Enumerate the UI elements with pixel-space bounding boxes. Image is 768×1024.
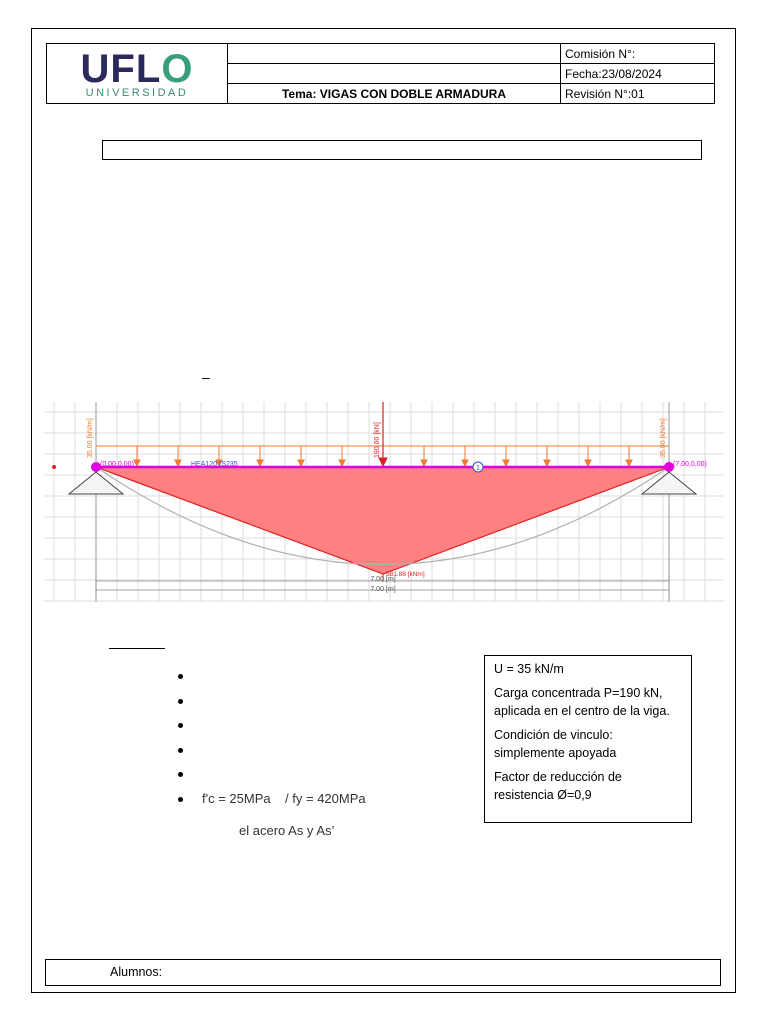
moment-label: 581.88 [kNm] — [386, 571, 425, 578]
alumnos-label: Alumnos: — [110, 965, 163, 979]
header-blank-1 — [228, 44, 561, 64]
acero-text: el acero As y As’ — [239, 823, 335, 838]
title-box — [102, 140, 702, 160]
node-left-label: (0.00,0.00) — [100, 461, 134, 468]
bullet-dot — [178, 723, 183, 728]
beam-diagram — [44, 402, 724, 602]
dim-label-2: 7.00 [m] — [370, 586, 396, 593]
bullet-dot — [178, 674, 183, 679]
bullet-dot — [178, 699, 183, 704]
tema-cell: Tema: VIGAS CON DOBLE ARMADURA — [228, 84, 561, 104]
bullet-dot — [178, 797, 183, 802]
dist-load-label-left: 35.00 [kN/m] — [87, 418, 94, 458]
section-label: HEA120 (S235 — [191, 461, 238, 468]
origin-dot — [52, 465, 56, 469]
logo — [47, 44, 228, 104]
alumnos-box — [45, 959, 721, 986]
data-vinculo: Condición de vinculo: simplemente apoyada — [494, 728, 617, 760]
data-carga: Carga concentrada P=190 kN, aplicada en el centro de la viga. — [494, 686, 670, 718]
moment-diagram — [96, 467, 669, 574]
revision-cell: Revisión N°:01 — [561, 84, 715, 104]
header-blank-2 — [228, 64, 561, 84]
dist-load-label-right: 35.00 [kN/m] — [660, 418, 667, 458]
point-load-label: 190.00 [kN] — [374, 422, 381, 458]
member-id: 1 — [476, 465, 480, 472]
dash-mark: – — [202, 369, 210, 385]
comision-cell: Comisión N°: — [561, 44, 715, 64]
bullet-dot — [178, 772, 183, 777]
fecha-cell: Fecha:23/08/2024 — [561, 64, 715, 84]
data-box — [484, 655, 692, 823]
bullet-dot — [178, 748, 183, 753]
header-table — [46, 43, 715, 104]
data-u: U = 35 kN/m — [494, 662, 564, 676]
node-right-label: (7.00,0.00) — [673, 461, 707, 468]
dim-label-1: 7.00 [m] — [370, 576, 396, 583]
logo-word: UFLO — [80, 46, 194, 91]
logo-subtitle: UNIVERSIDAD — [85, 86, 189, 99]
data-factor: Factor de reducción de resistencia Ø=0,9 — [494, 770, 622, 802]
section-heading-underline — [109, 648, 165, 649]
